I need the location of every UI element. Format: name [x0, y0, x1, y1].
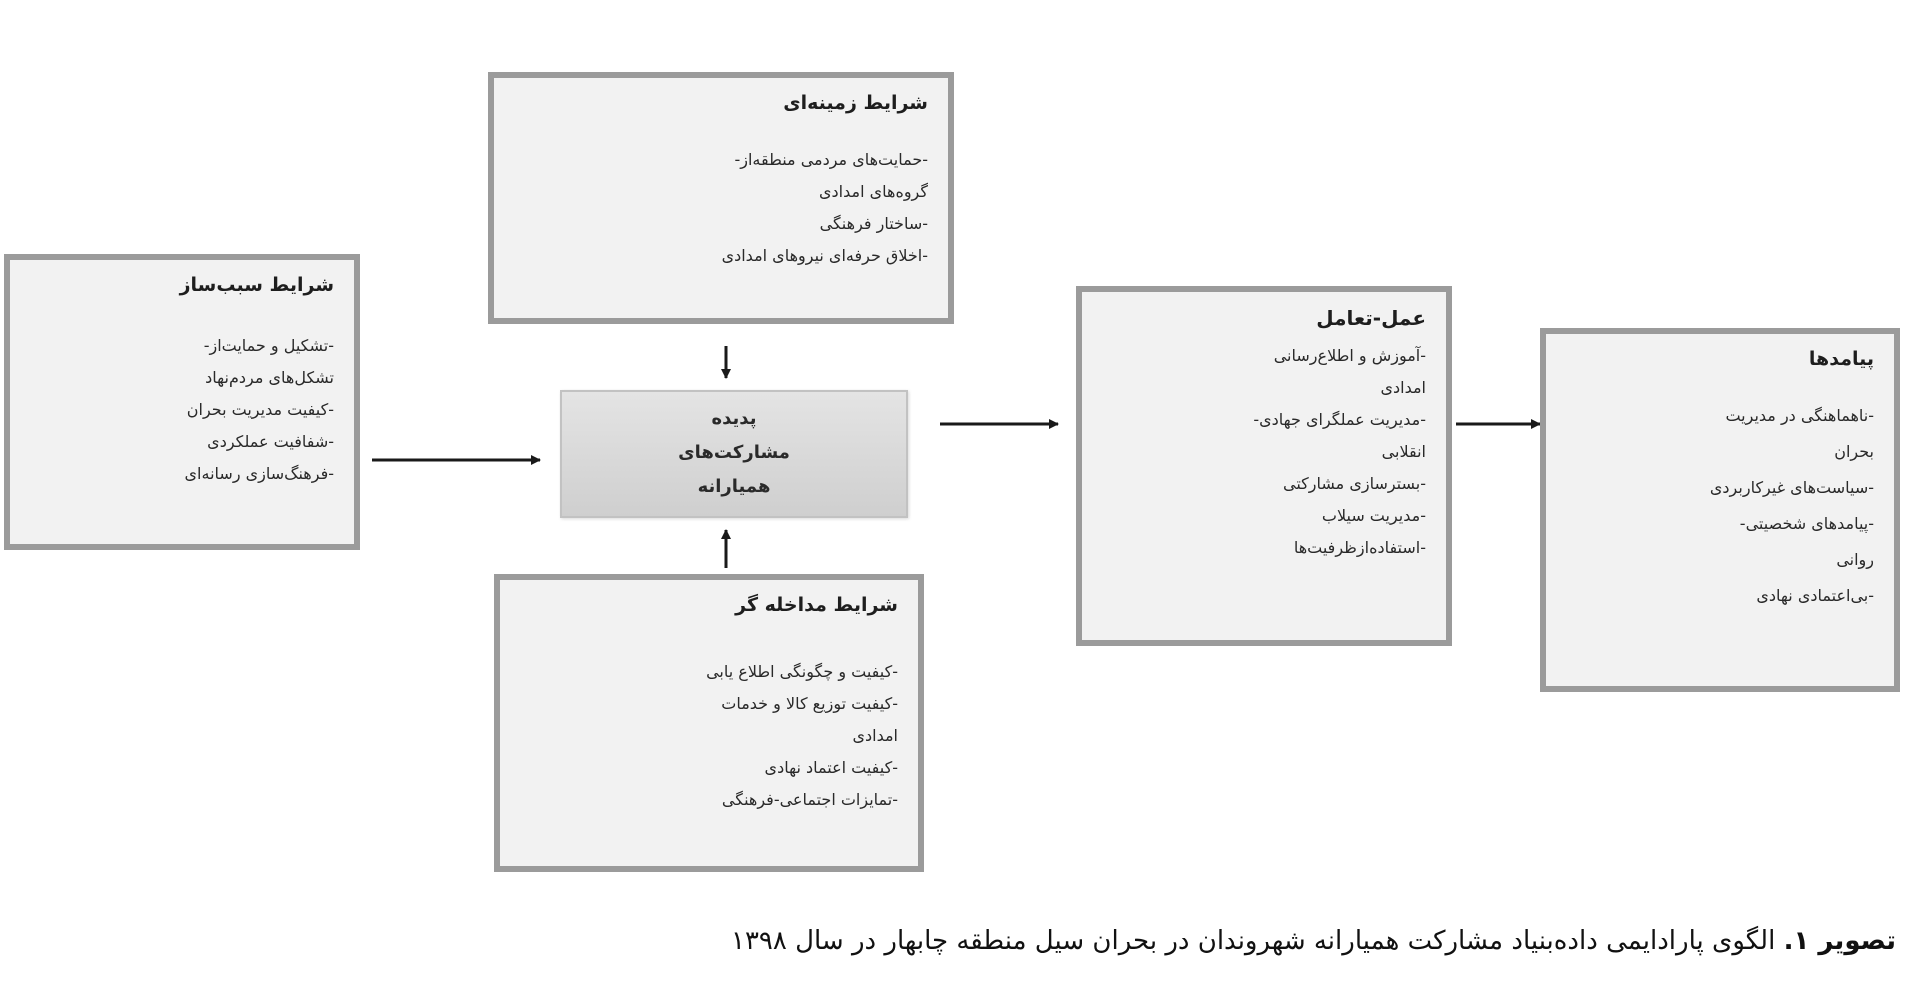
outcomes-title: پیامدها [1808, 348, 1874, 370]
action-item: انقلابی [1381, 442, 1426, 461]
action-item: -استفاده‌از‌ظرفیت‌ها [1293, 538, 1426, 557]
context-conditions-list [514, 144, 928, 272]
outcome-item: -ناهماهنگی در مدیریت [1725, 406, 1874, 425]
phenomenon-line: پدیده [711, 408, 757, 429]
action-item: -بسترسازی مشارکتی [1283, 474, 1426, 493]
action-interaction-title: عمل-تعامل [1316, 306, 1426, 330]
outcome-item: روانی [1836, 550, 1874, 569]
context-item: -ساختار فرهنگی [819, 214, 928, 233]
outcome-item: -سیاست‌های غیرکاربردی [1709, 478, 1874, 497]
causal-item: تشکل‌های مردم‌نهاد [205, 368, 334, 387]
action-interaction-box [1076, 286, 1452, 646]
outcome-item: -بی‌اعتمادی نهادی [1756, 586, 1874, 605]
figure-caption-label: تصویر ۱. [1783, 926, 1896, 956]
causal-item: -شفافیت عملکردی [207, 432, 334, 451]
action-item: -مدیریت سیلاب [1321, 506, 1426, 525]
central-phenomenon-box [560, 390, 908, 518]
context-item: -اخلاق حرفه‌ای نیروهای امدادی [721, 246, 928, 265]
intervening-item: -کیفیت اعتماد نهادی [764, 758, 898, 777]
outcomes-list [1566, 398, 1874, 614]
intervening-conditions-box [494, 574, 924, 872]
context-item: گروه‌های امدادی [819, 182, 928, 201]
phenomenon-line: همیارانه [697, 476, 771, 497]
outcome-item: -پیامدهای شخصیتی- [1739, 514, 1874, 533]
figure-caption [731, 926, 1896, 956]
action-item: -مدیریت عملگرای جهادی- [1253, 410, 1426, 429]
outcome-item: بحران [1834, 442, 1874, 461]
context-conditions-box [488, 72, 954, 324]
intervening-item: -کیفیت و چگونگی اطلاع یابی [706, 662, 898, 681]
context-conditions-title: شرایط زمینه‌ای [783, 92, 928, 114]
intervening-conditions-list [520, 656, 898, 816]
causal-item: -کیفیت مدیریت بحران [186, 400, 334, 419]
intervening-conditions-title: شرایط مداخله گر [735, 594, 898, 616]
causal-conditions-box [4, 254, 360, 550]
causal-conditions-title: شرایط سبب‌ساز [179, 274, 334, 296]
action-item: امدادی [1380, 378, 1426, 397]
intervening-item: -تمایزات اجتماعی-فرهنگی [721, 790, 898, 809]
causal-item: -فرهنگ‌سازی رسانه‌ای [184, 464, 334, 483]
figure-caption-text: الگوی پارادایمی داده‌بنیاد مشارکت همیارانه شهروندان در بحران سیل منطقه چابهار در سال ۱۳۹۸ [731, 926, 1776, 956]
intervening-item: امدادی [852, 726, 898, 745]
causal-item: -تشکیل و حمایت‌از- [203, 336, 334, 355]
intervening-item: -کیفیت توزیع کالا و خدمات [721, 694, 898, 713]
context-item: -حمایت‌های مردمی منطقه‌از- [734, 150, 928, 169]
causal-conditions-list [30, 330, 334, 490]
phenomenon-line: مشارکت‌های [678, 442, 790, 463]
action-interaction-list [1102, 340, 1426, 564]
outcomes-box [1540, 328, 1900, 692]
action-item: -آموزش و اطلاع‌رسانی [1273, 346, 1426, 365]
